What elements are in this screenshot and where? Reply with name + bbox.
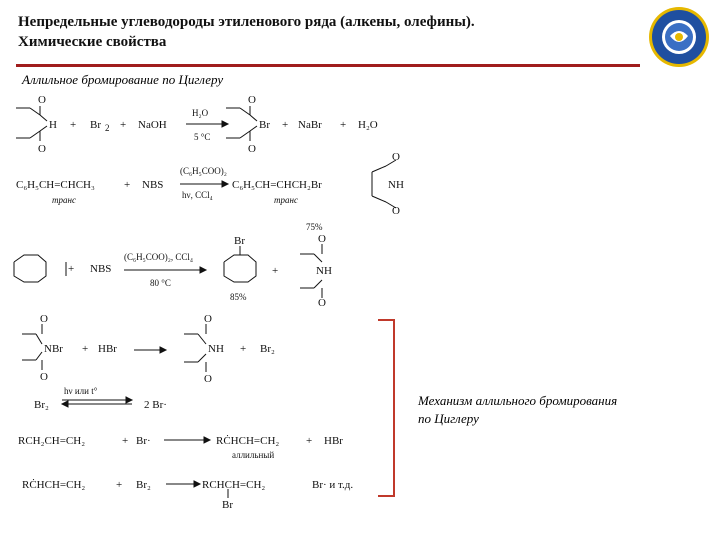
r1-o-bot: O [38,143,46,155]
r1-plus3: + [282,119,289,131]
r2-plus: + [124,179,131,191]
r4-o-top: O [40,313,48,325]
r1-plus2: + [120,119,127,131]
r3-yield: 85% [230,292,247,302]
r6-plus: + [122,435,129,447]
r1-nbr: Br [259,119,270,131]
r3-cond-bot: 80 °C [150,278,171,288]
r4-nbr: NBr [44,343,63,355]
r2-o-top: O [392,151,400,163]
r2-trans1: транс [52,195,76,205]
r6-plus2: + [306,435,313,447]
r5-cond: hν или t° [64,386,98,396]
r1-o-top-p: O [248,94,256,106]
r4-nh: NH [208,343,224,355]
r4-plus: + [82,343,89,355]
r3-plus2: + [272,265,279,277]
r2-nbs: NBS [142,179,164,191]
r2-o-bot: O [392,205,400,217]
r1-br2-sub: 2 [105,123,110,133]
r1-nabr: NaBr [298,119,322,131]
r4-o-bot-p: O [204,373,212,385]
r5-product: 2 Br· [144,399,167,411]
r1-o-bot-p: O [248,143,256,155]
r2-nh: NH [388,179,404,191]
r3-cond-top: (C₆H₅COO)₂, CCl₄ [124,252,194,262]
r2-cond-top: (C₆H₅COO)₂ [180,166,227,176]
r4-o-top-p: O [204,313,212,325]
r7-reactant: RĊHCH=CH₂ [22,479,86,491]
r7-br-sub: Br [222,499,233,511]
r1-naoh: NaOH [138,119,167,131]
r1-cond-top: H₂O [192,108,209,118]
r3-nh: NH [316,265,332,277]
r6-note: аллильный [232,450,275,460]
r1-cond-bot: 5 °C [194,132,211,142]
r1-h2o: H₂O [358,119,378,131]
r4-br2: Br₂ [260,343,275,355]
r2-yield: 75% [306,222,323,232]
title-line-2: Химические свойства [18,34,167,50]
r6-brdot: Br· [136,435,151,447]
mechanism-bracket [378,320,394,496]
r6-reactant: RCH₂CH=CH₂ [18,435,86,447]
r2-reactant: C₆H₅CH=CHCH₃ [16,179,95,191]
r3-br: Br [234,235,245,247]
r1-br2: Br [90,119,101,131]
mechanism-line-2: по Циглеру [418,411,479,426]
r6-hbr: HBr [324,435,343,447]
r7-product: RCHCH=CH₂ [202,479,266,491]
r7-plus: + [116,479,123,491]
r1-plus1: + [70,119,77,131]
r4-plus2: + [240,343,247,355]
r5-br2: Br₂ [34,399,49,411]
r6-product: RĊHCH=CH₂ [216,435,280,447]
r1-o-top: O [38,94,46,106]
r1-nh: H [49,119,57,131]
mechanism-line-1: Механизм аллильного бромирования [418,393,618,408]
r3-o-bot: O [318,297,326,309]
r1-plus4: + [340,119,347,131]
r3-nbs: NBS [90,263,112,275]
r2-trans2: транс [274,195,298,205]
r7-br2: Br₂ [136,479,151,491]
mechanism-caption [418,392,698,428]
r3-plus: + [68,263,75,275]
title-line-1: Непредельные углеводороды этиленового ряда (алкены, олефины). [18,14,475,30]
r3-o-top: O [318,233,326,245]
r4-hbr: HBr [98,343,117,355]
section-label: Аллильное бромирование по Циглеру [22,72,224,87]
r7-brdot: Br· и т.д. [312,479,354,491]
r2-cond-bot: hν, CCl₄ [182,190,213,200]
r4-o-bot: O [40,371,48,383]
r2-product: C₆H₅CH=CHCH₂Br [232,179,322,191]
